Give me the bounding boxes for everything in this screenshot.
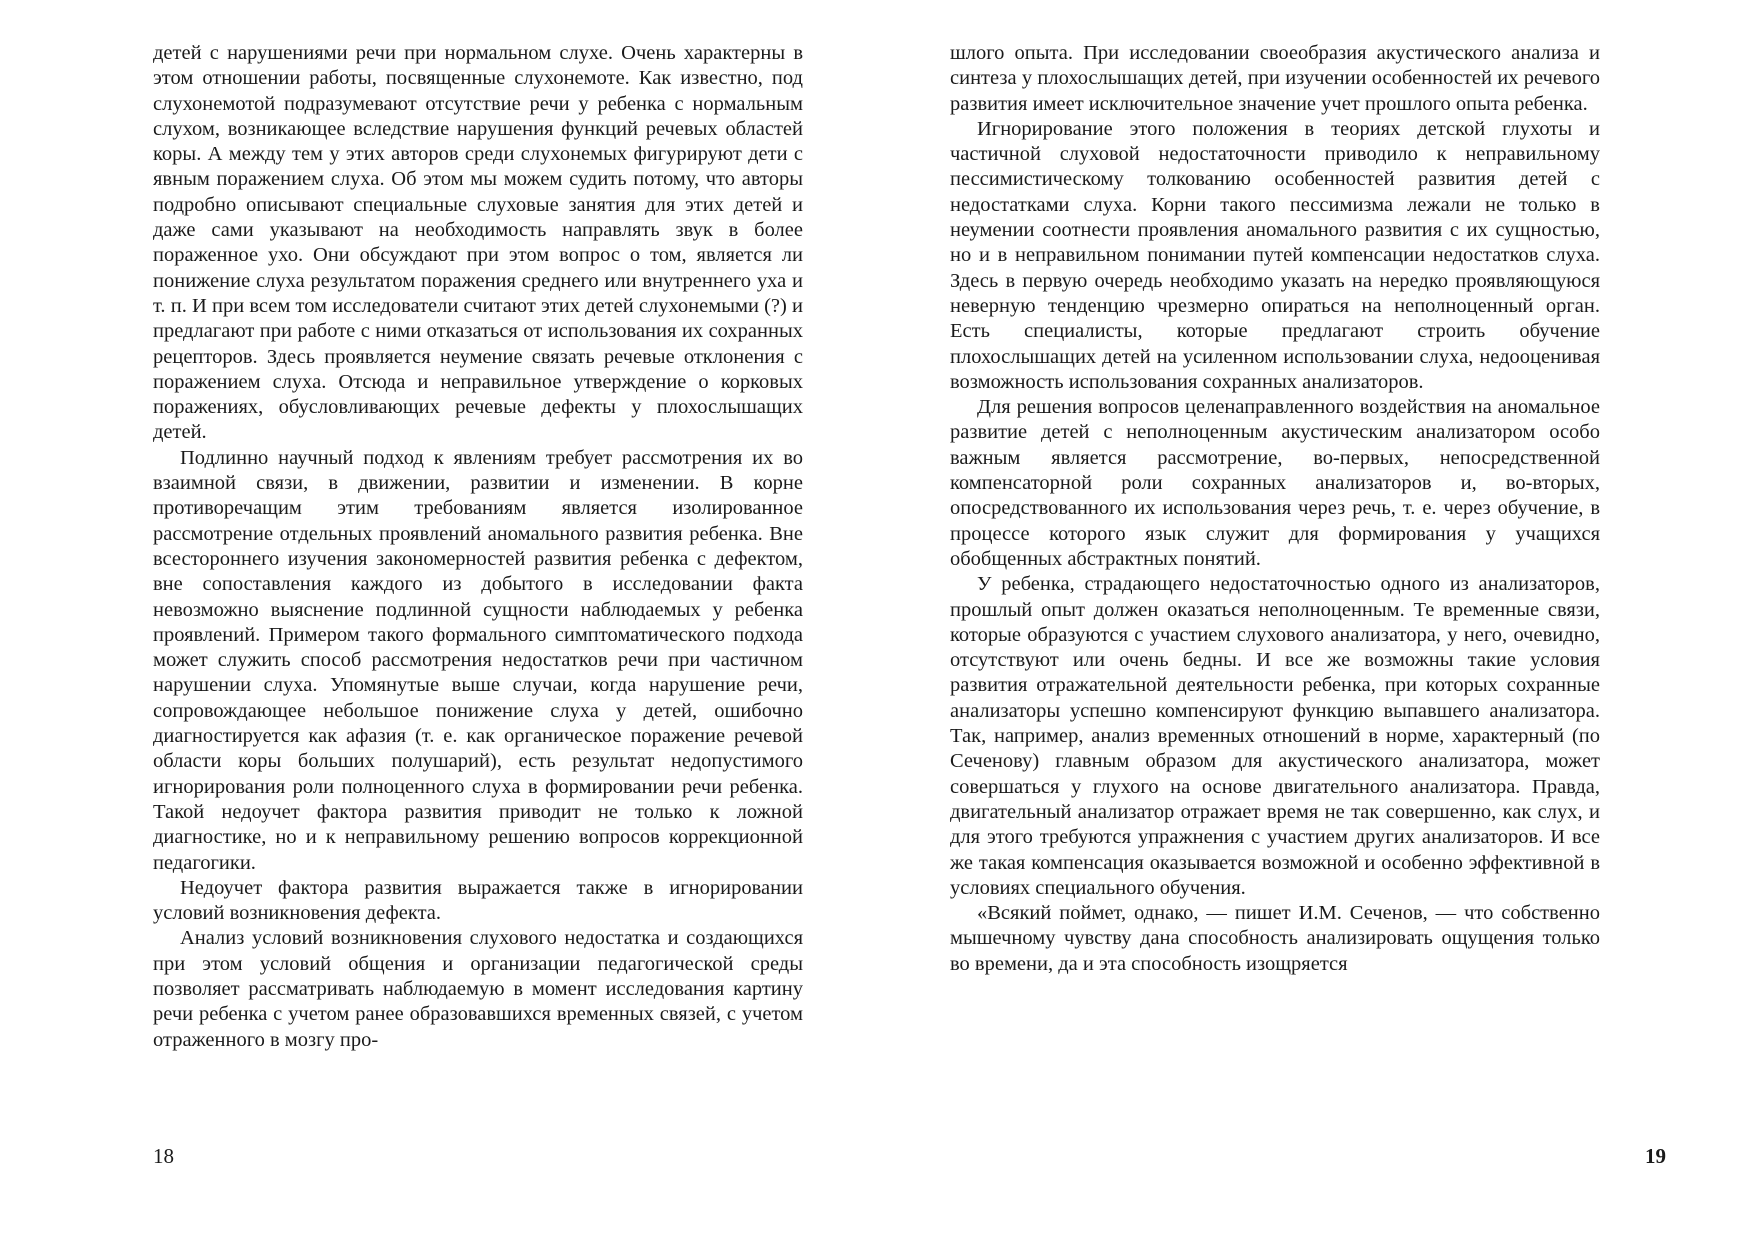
right-page: [876, 0, 1753, 1241]
page-number-left: 18: [153, 1144, 174, 1168]
paragraph: Анализ условий возникновения слухового недостатка и создающихся при этом условий общения и организации педагогической среды позволяет рассматривать наблюдаемую в момент исследования картину речи ребенка с учетом ранее образовавшихся временных связей, с учетом отраженного в мозгу про-: [153, 927, 803, 1051]
page-number-right: 19: [1645, 1144, 1666, 1168]
paragraph: Игнорирование этого положения в теориях детской глухоты и частичной слуховой недостаточности приводило к неправильному пессимистическому толкованию особенностей развития детей с недостатками слуха. Корни такого пессимизма лежали не только в неумении соотнести проявления аномального развития с их сущностью, но и в неправильном понимании путей компенсации недостатков слуха. Здесь в первую очередь необходимо указать на нередко проявляющуюся неверную тенденцию чрезмерно опираться на неполноценный орган. Есть специалисты, которые предлагают строить обучение плохослышащих детей на усиленном использовании слуха, недооценивая возможность использования сохранных анализаторов.: [950, 117, 1600, 393]
left-text-column: [153, 41, 803, 1053]
paragraph: шлого опыта. При исследовании своеобразия акустического анализа и синтеза у плохослышащих детей, при изучении особенностей их речевого развития имеет исключительное значение учет прошлого опыта ребенка.: [950, 42, 1600, 115]
paragraph: Подлинно научный подход к явлениям требует рассмотрения их во взаимной связи, в движении, развитии и изменении. В корне противоречащим этим требованиям является изолированное рассмотрение отдельных проявлений аномального развития ребенка. Вне всестороннего изучения закономерностей развития ребенка с дефектом, вне сопоставления каждого из добытого в исследовании факта невозможно выяснение подлинной сущности наблюдаемых у ребенка проявлений. Примером такого формального симптоматического подхода может служить способ рассмотрения недостатков речи при частичном нарушении слуха. Упомянутые выше случаи, когда нарушение речи, сопровождающее небольшое понижение слуха у детей, ошибочно диагностируется как афазия (т. е. как органическое поражение речевой области коры больших полушарий), есть результат недопустимого игнорирования роли полноценного слуха в формировании речи ребенка. Такой недоучет фактора развития приводит не только к ложной диагностике, но и к неправильному решению вопросов коррекционной педагогики.: [153, 446, 803, 874]
left-page: [0, 0, 876, 1241]
right-text-column: [950, 41, 1600, 977]
paragraph: Недоучет фактора развития выражается также в игнорировании условий возникновения дефекта.: [153, 876, 803, 925]
paragraph: детей с нарушениями речи при нормальном слухе. Очень характерны в этом отношении работы, посвященные слухонемоте. Как известно, под слухонемотой подразумевают отсутствие речи у ребенка с нормальным слухом, возникающее вследствие нарушения функций речевых областей коры. А между тем у этих авторов среди слухонемых фигурируют дети с явным поражением слуха. Об этом мы можем судить потому, что авторы подробно описывают специальные слуховые занятия для этих детей и даже сами указывают на необходимость направлять звук в более пораженное ухо. Они обсуждают при этом вопрос о том, является ли понижение слуха результатом поражения среднего или внутреннего уха и т. п. И при всем том исследователи считают этих детей слухонемыми (?) и предлагают при работе с ними отказаться от использования их сохранных рецепторов. Здесь проявляется неумение связать речевые отклонения с поражением слуха. Отсюда и неправильное утверждение о корковых поражениях, обусловливающих речевые дефекты у плохослышащих детей.: [153, 42, 803, 444]
paragraph: Для решения вопросов целенаправленного воздействия на аномальное развитие детей с неполноценным акустическим анализатором особо важным является рассмотрение, во-первых, непосредственной компенсаторной роли сохранных анализаторов и, во-вторых, опосредствованного их использования через речь, т. е. через обучение, в процессе которого язык служит для формирования у учащихся обобщенных абстрактных понятий.: [950, 396, 1600, 570]
paragraph: «Всякий поймет, однако, — пишет И.М. Сеченов, — что собственно мышечному чувству дана способность анализировать ощущения только во времени, да и эта способность изощряется: [950, 902, 1600, 975]
paragraph: У ребенка, страдающего недостаточностью одного из анализаторов, прошлый опыт должен оказаться неполноценным. Те временные связи, которые образуются с участием слухового анализатора, у него, очевидно, отсутствуют или очень бедны. И все же возможны такие условия развития отражательной деятельности ребенка, при которых сохранные анализаторы успешно компенсируют функцию выпавшего анализатора. Так, например, анализ временных отношений в норме, характерный (по Сеченову) главным образом для акустического анализатора, может совершаться у глухого на основе двигательного анализатора. Правда, двигательный анализатор отражает время не так совершенно, как слух, и для этого требуются упражнения с участием других анализаторов. И все же такая компенсация оказывается возможной и особенно эффективной в условиях специального обучения.: [950, 573, 1600, 899]
